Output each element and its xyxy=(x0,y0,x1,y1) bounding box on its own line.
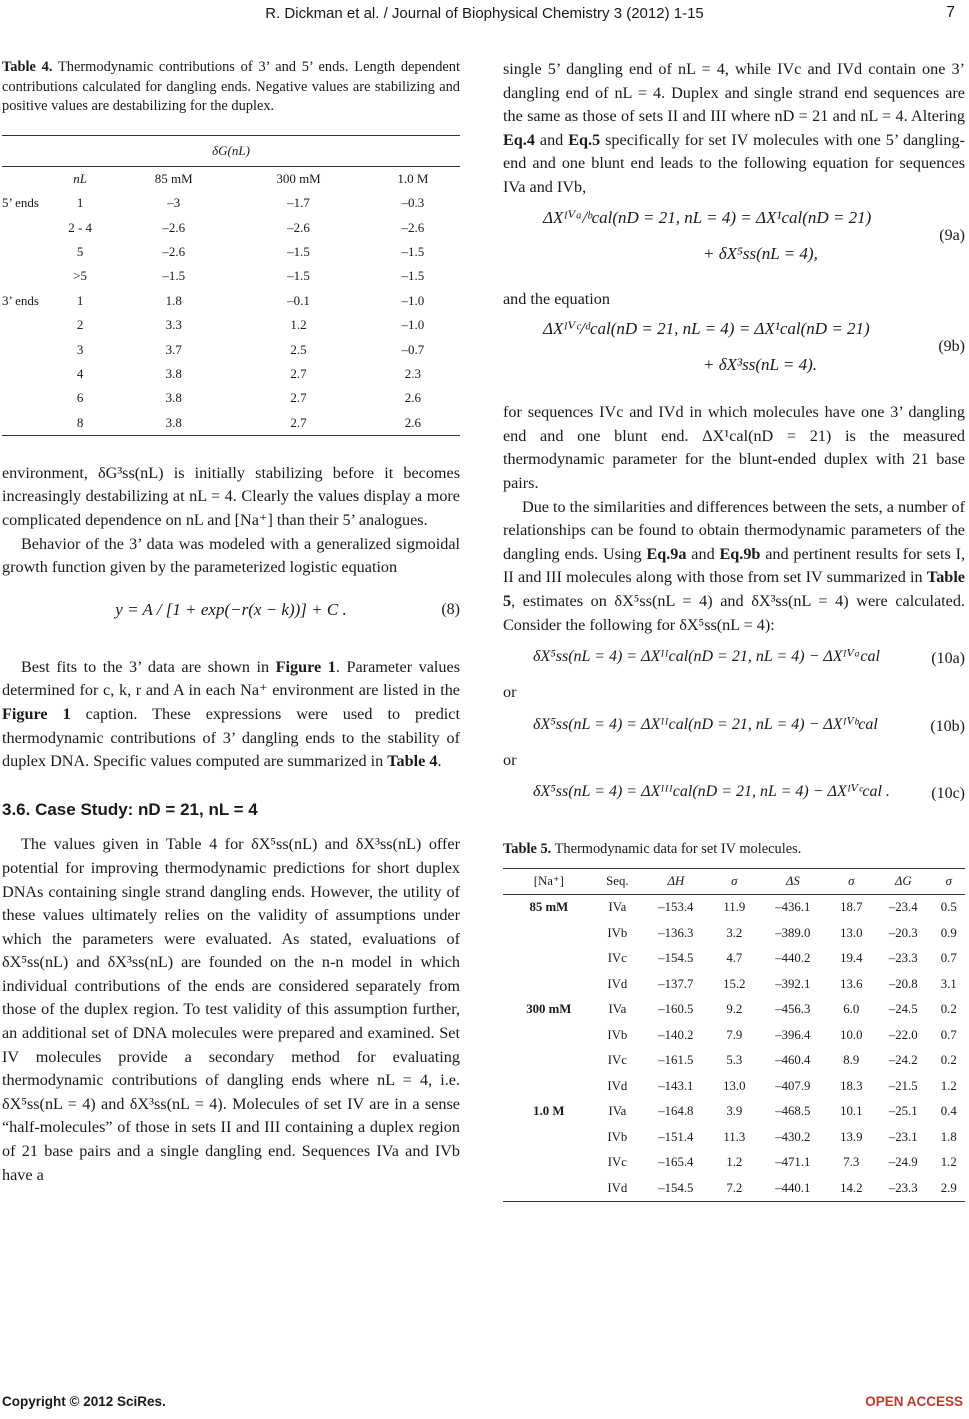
table-cell: –140.2 xyxy=(658,1027,694,1042)
table-row xyxy=(503,972,965,998)
table-cell: –22.0 xyxy=(888,1027,918,1042)
table-cell: 9.2 xyxy=(726,1002,743,1017)
table-cell: –136.3 xyxy=(658,925,694,940)
table-row xyxy=(503,895,965,921)
equation-8-body: y = A / [1 + exp(−r(x − k))] + C . xyxy=(115,599,347,619)
table-cell: –20.3 xyxy=(888,925,918,940)
table-cell: 3.8 xyxy=(165,414,182,430)
table-cell: 2.3 xyxy=(404,366,422,382)
table5-col-header: σ xyxy=(731,873,738,888)
table-row xyxy=(2,215,460,239)
table-cell: –1.0 xyxy=(401,292,425,308)
table-cell: –0.3 xyxy=(401,195,425,211)
table4-row-group: 3’ ends xyxy=(2,292,39,308)
running-title: R. Dickman et al. / Journal of Biophysical Chemistry 3 (2012) 1-15 xyxy=(265,5,704,22)
table5-na-label: 1.0 M xyxy=(533,1104,565,1119)
table-cell: 1.2 xyxy=(290,317,307,333)
table-cell: 2.6 xyxy=(404,414,422,430)
table4-row-group: 5’ ends xyxy=(2,195,39,211)
table-cell: –2.6 xyxy=(162,244,186,260)
table4-row-group xyxy=(2,410,44,435)
table4-caption-label: Table 4. xyxy=(2,59,53,75)
right-paragraph-4 xyxy=(503,496,965,638)
table4-row-group xyxy=(2,313,44,337)
table-cell: 10.0 xyxy=(840,1027,863,1042)
text-run: and xyxy=(534,130,569,149)
right-paragraph-1 xyxy=(503,58,965,200)
table-cell: –24.5 xyxy=(888,1002,918,1017)
table-row xyxy=(503,997,965,1023)
table-cell: 0.4 xyxy=(940,1104,957,1119)
table4-col-header: 85 mM xyxy=(154,170,193,186)
table-cell: –153.4 xyxy=(658,900,694,915)
table-cell: 1.2 xyxy=(940,1155,957,1170)
left-paragraph-4: The values given in Table 4 for δX⁵ss(nL) and δX³ss(nL) offer potential for improving thermodynamic predictions for short duplex DNAs containing single strand dangling ends. However, the utility of these values ultimately relies on the validity of assumptions under which the parameters were evaluated. As stated, evaluations of δX⁵ss(nL) and δX³ss(nL) are founded on the n-n model in which individual contributions of the ends are considered separately from those of the duplex region. To test validity of this assumption further, an additional set of DNA molecules were prepared and examined. Set IV molecules provide a secondary method for evaluating thermodynamic contributions of dangling ends where nL = 4, i.e. δX⁵ss(nL = 4) and δX³ss(nL = 4). Molecules of set IV are in a sense “half-molecules” of those in sets II and III containing a duplex region of 21 base pairs and a single dangling end. Sequences IVa and IVb have a xyxy=(2,835,460,1184)
table-cell: >5 xyxy=(73,268,88,284)
table-cell: 7.3 xyxy=(843,1155,860,1170)
table-cell: IVd xyxy=(607,1180,628,1195)
table-cell: IVb xyxy=(607,1129,628,1144)
table4-row-group xyxy=(2,215,44,239)
table5-caption-label: Table 5. xyxy=(503,841,552,858)
table-cell: –1.7 xyxy=(287,195,310,211)
open-access-label: OPEN ACCESS xyxy=(865,1394,963,1409)
table-cell: IVc xyxy=(607,1053,627,1068)
table5-col-header: σ xyxy=(848,873,855,888)
table-cell: 7.9 xyxy=(726,1027,743,1042)
table-cell: 0.2 xyxy=(940,1053,957,1068)
text-run: , estimates on δX⁵ss(nL = 4) and δX³ss(nL = 4) were calculated. Consider the following for δX⁵ss(nL = 4): xyxy=(503,591,965,634)
table-cell: –396.4 xyxy=(775,1027,811,1042)
table5-col-header: σ xyxy=(945,873,952,888)
equation-10c-number: (10c) xyxy=(931,785,965,803)
or-connector: or xyxy=(503,683,517,702)
table-cell: 19.4 xyxy=(840,951,863,966)
table-cell: 8 xyxy=(76,414,84,430)
table-cell: 6 xyxy=(76,390,84,406)
table-cell: 0.2 xyxy=(940,1002,957,1017)
table-cell: –456.3 xyxy=(775,1002,811,1017)
table-cell: –1.5 xyxy=(401,268,425,284)
table4-row-group xyxy=(2,240,44,264)
table5-na-label: 85 mM xyxy=(529,900,569,915)
section-heading: 3.6. Case Study: nD = 21, nL = 4 xyxy=(2,799,258,819)
equation-ref[interactable]: Eq.4 xyxy=(503,130,535,149)
table-cell: –0.7 xyxy=(401,341,425,357)
text-run: Due to the similarities and differences between the sets, a number of relationships can be found to obtain thermodynamic parameters of the dangling ends. Using xyxy=(503,497,965,563)
table5-caption-text: Thermodynamic data for set IV molecules. xyxy=(551,841,802,858)
table-row xyxy=(2,240,460,264)
equation-10b-body: δX⁵ss(nL = 4) = ΔXᴵᴵcal(nD = 21, nL = 4) − ΔXᴵⱽᵇcal xyxy=(533,715,878,733)
table-cell: –471.1 xyxy=(775,1155,811,1170)
equation-10c-body: δX⁵ss(nL = 4) = ΔXᴵᴵᴵcal(nD = 21, nL = 4) − ΔXᴵⱽᶜcal . xyxy=(533,783,890,801)
equation-9a-line1: ΔXᴵⱽᵃ/ᵇcal(nD = 21, nL = 4) = ΔX¹cal(nD = 21) xyxy=(543,207,872,227)
table-cell: 1 xyxy=(76,292,84,308)
table-row xyxy=(503,1099,965,1125)
equation-9a-line2: + δX⁵ss(nL = 4), xyxy=(703,243,818,263)
table5-col-header: ΔH xyxy=(667,873,685,888)
table-cell: –440.1 xyxy=(775,1180,811,1195)
right-column xyxy=(503,58,965,1202)
table-cell: –430.2 xyxy=(775,1129,811,1144)
table4-header-row xyxy=(2,166,460,191)
table-cell: 2.9 xyxy=(940,1180,957,1195)
left-paragraph-2: Behavior of the 3’ data was modeled with a generalized sigmoidal growth function given by the parameterized logistic equation xyxy=(2,534,460,577)
table-cell: 3 xyxy=(76,341,84,357)
table-cell: 2.7 xyxy=(290,366,307,382)
table-cell: –3 xyxy=(167,195,181,211)
equation-9b-line1: ΔXᴵⱽᶜ/ᵈcal(nD = 21, nL = 4) = ΔX¹cal(nD = 21) xyxy=(543,319,870,339)
table-cell: IVb xyxy=(607,1027,628,1042)
table-cell: –160.5 xyxy=(658,1002,694,1017)
table-cell: IVa xyxy=(608,1002,627,1017)
equation-10b-number: (10b) xyxy=(930,717,965,735)
table-cell: –1.0 xyxy=(401,317,425,333)
table-cell: –164.8 xyxy=(658,1104,694,1119)
table-cell: 13.9 xyxy=(840,1129,863,1144)
table-row xyxy=(503,1176,965,1202)
table-cell: –151.4 xyxy=(658,1129,694,1144)
table-cell: –468.5 xyxy=(775,1104,811,1119)
equation-10a-body: δX⁵ss(nL = 4) = ΔXᴵᴵcal(nD = 21, nL = 4) − ΔXᴵⱽᵃcal xyxy=(533,648,880,666)
table-cell: –1.5 xyxy=(162,268,186,284)
table-cell: 11.9 xyxy=(723,900,746,915)
text-run: . xyxy=(437,752,442,771)
table-row xyxy=(503,1074,965,1100)
equation-ref[interactable]: Eq.9b xyxy=(719,544,761,563)
table5-na-label xyxy=(503,1048,595,1074)
table5-na-label xyxy=(503,1176,595,1202)
table-row xyxy=(2,264,460,288)
table-row xyxy=(503,1048,965,1074)
table-cell: 3.3 xyxy=(165,317,182,333)
equation-10b xyxy=(503,705,965,745)
table5-na-label: 300 mM xyxy=(526,1002,572,1017)
table-5 xyxy=(503,868,965,1203)
table-cell: –0.1 xyxy=(287,292,310,308)
table-cell: 3.8 xyxy=(165,366,182,382)
table-cell: 3.7 xyxy=(165,341,182,357)
table4-row-group xyxy=(2,386,44,410)
table-row xyxy=(2,288,460,312)
table4-row-group xyxy=(2,337,44,361)
table-cell: –21.5 xyxy=(888,1078,918,1093)
table-cell: 10.1 xyxy=(840,1104,863,1119)
table-cell: 6.0 xyxy=(843,1002,860,1017)
table-row xyxy=(503,1023,965,1049)
table-cell: IVd xyxy=(607,976,628,991)
equation-8 xyxy=(2,580,460,640)
table-cell: 3.1 xyxy=(940,976,957,991)
table-cell: –436.1 xyxy=(775,900,811,915)
table-cell: 2.7 xyxy=(290,390,307,406)
table-cell: –23.3 xyxy=(888,951,918,966)
table-cell: –23.4 xyxy=(888,900,918,915)
table-cell: –154.5 xyxy=(658,951,694,966)
table-cell: 3.8 xyxy=(165,390,182,406)
text-run: . Parameter values determined for c, k, r and A in each Na⁺ environment are listed in the xyxy=(2,657,461,700)
table-row xyxy=(2,410,460,435)
table4-col-header: 1.0 M xyxy=(397,170,429,186)
table-cell: 15.2 xyxy=(723,976,746,991)
equation-9a-number: (9a) xyxy=(939,226,965,244)
table-cell: 11.3 xyxy=(723,1129,746,1144)
table-cell: –23.3 xyxy=(888,1180,918,1195)
table-cell: 3.2 xyxy=(726,925,743,940)
table-row xyxy=(2,313,460,337)
left-column xyxy=(2,58,460,1187)
table-cell: –2.6 xyxy=(287,219,310,235)
table5-na-label xyxy=(503,1125,595,1151)
equation-8-number: (8) xyxy=(441,600,460,618)
table-cell: 4.7 xyxy=(726,951,743,966)
table4-row-group xyxy=(2,264,44,288)
text-run: single 5’ dangling end of nL = 4, while IVc and IVd contain one 3’ dangling end of nL = 4. Duplex and single strand end sequences are the same as those of sets II and III where nD = 21 and nL = 4. Altering xyxy=(503,60,965,126)
table5-header-row xyxy=(503,868,965,895)
table-cell: –2.6 xyxy=(401,219,425,235)
table5-na-label xyxy=(503,1150,595,1176)
or-connector: or xyxy=(503,750,517,769)
equation-10a xyxy=(503,637,965,677)
table5-na-label xyxy=(503,921,595,947)
text-run: specifically for set IV molecules with one 5’ dangling-end and one blunt end leads to the following equation for sequences IVa and IVb, xyxy=(503,130,965,196)
table-cell: IVb xyxy=(607,925,628,940)
table-cell: –460.4 xyxy=(775,1053,811,1068)
table-row xyxy=(2,337,460,361)
table-cell: –24.2 xyxy=(888,1053,918,1068)
table5-na-label xyxy=(503,946,595,972)
right-paragraph-2: and the equation xyxy=(503,289,610,308)
table-cell: IVa xyxy=(608,1104,627,1119)
figure-ref[interactable]: Figure 1 xyxy=(275,657,336,676)
table5-col-header: [Na⁺] xyxy=(533,873,564,888)
table-cell: 13.0 xyxy=(723,1078,746,1093)
table-cell: 18.7 xyxy=(840,900,863,915)
table-cell: –392.1 xyxy=(775,976,811,991)
table-cell: 2 xyxy=(76,317,84,333)
table5-na-label xyxy=(503,972,595,998)
table-cell: IVa xyxy=(608,900,627,915)
table-cell: IVc xyxy=(607,951,627,966)
table-cell: –137.7 xyxy=(658,976,694,991)
table4-caption xyxy=(2,58,460,117)
table-cell: 8.9 xyxy=(843,1053,860,1068)
page-number: 7 xyxy=(946,4,955,21)
table-cell: 7.2 xyxy=(726,1180,743,1195)
table-cell: –440.2 xyxy=(775,951,811,966)
table-cell: IVc xyxy=(607,1155,627,1170)
table-row xyxy=(503,1125,965,1151)
table4-caption-text: Thermodynamic contributions of 3’ and 5’ ends. Length dependent contributions calculated for dangling ends. Negative values are stabilizing and positive values are destabilizing for the duplex. xyxy=(2,59,460,114)
equation-ref[interactable]: Eq.5 xyxy=(568,130,601,149)
table-cell: –20.8 xyxy=(888,976,918,991)
left-paragraph-1: environment, δG³ss(nL) is initially stabilizing before it becomes increasingly destabilizing at nL = 4. Clearly the values display a more complicated dependence on nL and [Na⁺] than their 5’ analogues. xyxy=(2,463,460,529)
table-cell: –23.1 xyxy=(888,1129,918,1144)
copyright-notice: Copyright © 2012 SciRes. xyxy=(2,1394,166,1409)
table-cell: 0.5 xyxy=(940,900,957,915)
table-cell: 5 xyxy=(76,244,84,260)
table-cell: 2.7 xyxy=(290,414,307,430)
table5-na-label xyxy=(503,1074,595,1100)
table-cell: 4 xyxy=(76,366,84,382)
table-cell: –407.9 xyxy=(775,1078,811,1093)
table-ref[interactable]: Table 5 xyxy=(503,568,965,610)
table-cell: 1.8 xyxy=(165,292,182,308)
text-run: caption. These expressions were used to predict thermodynamic contributions of 3’ dangling ends to the stability of duplex DNA. Specific values computed are summarized in xyxy=(2,704,460,771)
table-cell: –24.9 xyxy=(888,1155,918,1170)
table4-col-header: 300 mM xyxy=(276,170,321,186)
table-cell: 2 - 4 xyxy=(68,219,93,235)
left-paragraph-3 xyxy=(2,656,460,774)
table-row xyxy=(503,946,965,972)
table-cell: –1.5 xyxy=(287,268,310,284)
equation-10a-number: (10a) xyxy=(931,650,965,668)
table-cell: 1 xyxy=(76,195,84,211)
table-row xyxy=(503,1150,965,1176)
table-cell: 2.5 xyxy=(290,341,307,357)
table-ref[interactable]: Table 4 xyxy=(387,752,438,771)
table-row xyxy=(503,921,965,947)
table-cell: 1.2 xyxy=(726,1155,743,1170)
table-cell: 0.7 xyxy=(940,951,957,966)
table-cell: –161.5 xyxy=(658,1053,694,1068)
table-cell: –165.4 xyxy=(658,1155,694,1170)
text-run: Best fits to the 3’ data are shown in xyxy=(21,657,276,676)
table4-row-group xyxy=(2,362,44,386)
table-cell: 0.9 xyxy=(940,925,957,940)
table-cell: 13.6 xyxy=(840,976,863,991)
table-cell: 3.9 xyxy=(726,1104,743,1119)
table5-caption xyxy=(503,840,965,860)
table-cell: –143.1 xyxy=(658,1078,694,1093)
equation-9a xyxy=(503,200,965,278)
table-cell: –154.5 xyxy=(658,1180,694,1195)
table-4 xyxy=(2,135,460,436)
table-cell: 5.3 xyxy=(726,1053,743,1068)
equation-9b-line2: + δX³ss(nL = 4). xyxy=(703,355,818,375)
table-cell: 2.6 xyxy=(404,390,422,406)
table-cell: 14.2 xyxy=(840,1180,863,1195)
equation-10c xyxy=(503,772,965,812)
table-cell: –25.1 xyxy=(888,1104,918,1119)
text-run: and pertinent results for sets I, II and III molecules along with those from set IV summarized in xyxy=(503,544,966,587)
table-cell: 1.8 xyxy=(940,1129,957,1144)
table-row xyxy=(2,191,460,215)
figure-ref[interactable]: Figure 1 xyxy=(2,704,71,723)
table-row xyxy=(2,362,460,386)
table-cell: 18.3 xyxy=(840,1078,863,1093)
table-cell: –2.6 xyxy=(162,219,186,235)
table-row xyxy=(2,386,460,410)
page-header xyxy=(0,0,969,34)
table-cell: 0.7 xyxy=(940,1027,957,1042)
table4-col-header: nL xyxy=(73,170,87,186)
table5-col-header: ΔS xyxy=(785,873,800,888)
table-cell: 1.2 xyxy=(940,1078,957,1093)
table-cell: 13.0 xyxy=(840,925,863,940)
table-cell: –1.5 xyxy=(401,244,425,260)
equation-9b xyxy=(503,311,965,389)
equation-ref[interactable]: Eq.9a xyxy=(646,544,687,563)
equation-9b-number: (9b) xyxy=(938,338,965,356)
table5-na-label xyxy=(503,1023,595,1049)
text-run: and xyxy=(686,544,720,563)
table5-col-header: Seq. xyxy=(606,873,629,888)
table5-col-header: ΔG xyxy=(894,873,912,888)
table-cell: IVd xyxy=(607,1078,628,1093)
right-paragraph-3: for sequences IVc and IVd in which molecules have one 3’ dangling end and one blunt end. ΔX¹cal(nD = 21) is the measured thermodynamic parameter for the blunt-ended duplex with 21 base pairs. xyxy=(503,403,965,492)
table-cell: –1.5 xyxy=(287,244,310,260)
table4-group-header: δG(nL) xyxy=(212,142,250,158)
table-cell: –389.0 xyxy=(775,925,811,940)
